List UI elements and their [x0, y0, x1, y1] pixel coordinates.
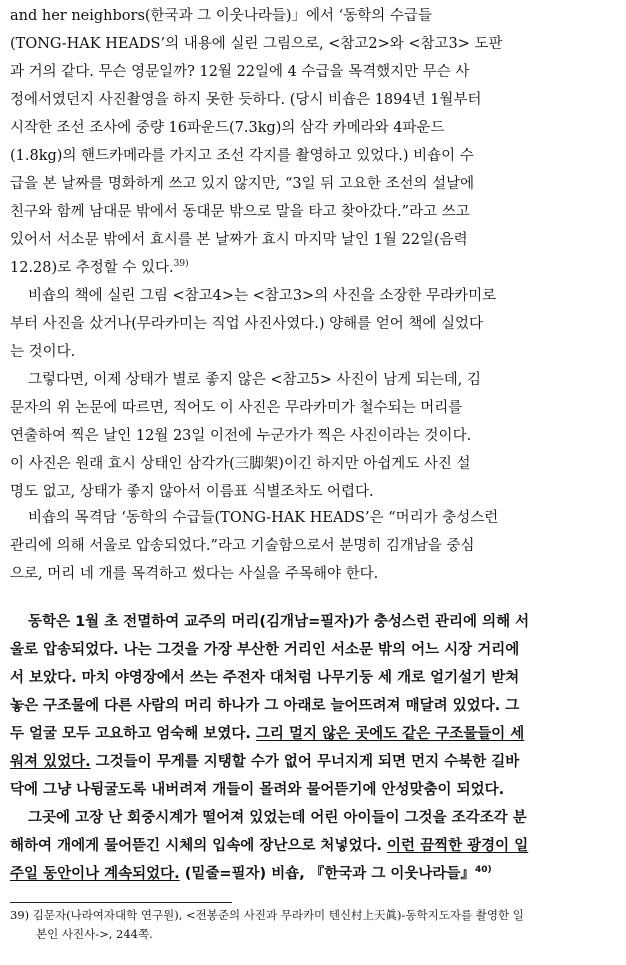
footnote-ref-39[interactable]: 39): [173, 259, 189, 270]
text-line: 문자의 위 논문에 따르면, 적어도 이 사진은 무라카미가 철수되는 머리를: [10, 400, 463, 416]
paragraph-2: [10, 282, 616, 366]
text-line: 시작한 조선 조사에 중량 16파운드(7.3kg)의 삼각 카메라와 4파운드: [10, 120, 445, 136]
text-line-end: 12.28)로 추정할 수 있다.: [10, 260, 174, 276]
text-line: 연출하여 찍은 날인 12월 23일 이전에 누군가가 찍은 사진이라는 것이다.: [10, 428, 472, 444]
text-line: 그렇다면, 이제 상태가 별로 좋지 않은 <참고5> 사진이 남게 되는데, 김: [28, 372, 482, 388]
footnote-39: [10, 906, 616, 944]
text-line: 이 사진은 원래 효시 상태인 삼각가(三脚架)이긴 하지만 아쉽게도 사진 설: [10, 456, 471, 472]
quote-text: 해하여 개에게 물어뜯긴 시체의 입속에 장난으로 처넣었다.: [10, 838, 388, 854]
footnote-line: 39) 김문자(나라여자대학 연구원), <전봉준의 사진과 무라카미 텐신村上天眞)-동학지도자를 촬영한 일: [10, 908, 524, 922]
text-line: 부터 사진을 샀거나(무라카미는 직업 사진사였다.) 양해를 얻어 책에 실었다: [10, 316, 484, 332]
quote-text: 그것들이 무게를 지탱할 수가 없어 무너지게 되면 먼지 수북한 길바: [90, 754, 520, 770]
text-line: 으로, 머리 네 개를 목격하고 썼다는 사실을 주목해야 한다.: [10, 566, 379, 582]
footnote-line: 본인 사진사->, 244쪽.: [36, 927, 153, 941]
footnote-ref-40[interactable]: 40): [474, 865, 492, 876]
text-line: 비숍의 책에 실린 그림 <참고4>는 <참고3>의 사진을 소장한 무라카미로: [28, 288, 497, 304]
underlined-text: 이런 끔찍한 광경이 일: [387, 838, 529, 854]
block-quote: [10, 608, 616, 888]
paragraph-3: [10, 366, 616, 506]
paragraph-4: [10, 504, 616, 588]
quote-line: [10, 748, 616, 776]
paragraph-1: [10, 2, 616, 282]
text-line: 명도 없고, 상태가 좋지 않아서 이름표 식별조차도 어렵다.: [10, 484, 374, 500]
text-line: 비숍의 목격담 ‘동학의 수급들(TONG-HAK HEADS’은 “머리가 충성스런: [28, 510, 499, 526]
text-line: 과 거의 같다. 무슨 영문일까? 12월 22일에 4 수급을 목격했지만 무슨 사: [10, 64, 470, 80]
quote-line: 닥에 그냥 나뒹굴도록 내버려져 개들이 몰려와 물어뜯기에 안성맞춤이 되었다.: [10, 782, 505, 798]
quote-line: [10, 720, 616, 748]
quote-line: [10, 832, 616, 860]
text-line: (1.8kg)의 핸드카메라를 가지고 조선 각지를 촬영하고 있었다.) 비숍이 수: [10, 148, 474, 164]
quote-text: 두 얼굴 모두 고요하고 엄숙해 보였다.: [10, 726, 256, 742]
underlined-text: 워져 있었다.: [10, 754, 91, 770]
quote-line: [10, 860, 616, 888]
text-line: 는 것이다.: [10, 344, 76, 360]
text-line: 정에서였던지 사진촬영을 하지 못한 듯하다. (당시 비숍은 1894년 1월부터: [10, 92, 482, 108]
quote-line: 서 보았다. 마치 야영장에서 쓰는 주전자 대처럼 나무기둥 세 개로 얼기설기 받쳐: [10, 670, 520, 686]
footnote-divider: [10, 902, 232, 903]
quote-line: 동학은 1월 초 전멸하여 교주의 머리(김개남=필자)가 충성스런 관리에 의해 서: [28, 614, 530, 630]
text-line: 친구와 함께 남대문 밖에서 동대문 밖으로 말을 타고 찾아갔다.”라고 쓰고: [10, 204, 470, 220]
quote-line: 놓은 구조물에 다른 사람의 머리 하나가 그 아래로 늘어뜨려져 매달려 있었다. 그: [10, 698, 520, 714]
text-line: [10, 254, 616, 282]
underlined-text: 주일 동안이나 계속되었다.: [10, 866, 180, 882]
quote-line: 그곳에 고장 난 회중시계가 떨어져 있었는데 어린 아이들이 그것을 조각조각 분: [28, 810, 527, 826]
text-line: 있어서 서소문 밖에서 효시를 본 날짜가 효시 마지막 날인 1월 22일(음력: [10, 232, 468, 248]
text-line: (TONG-HAK HEADS’의 내용에 실린 그림으로, <참고2>와 <참고3> 도판: [10, 36, 503, 52]
quote-text: (밑줄=필자) 비숍, 『한국과 그 이웃나라들』: [179, 866, 475, 882]
text-line: 관리에 의해 서울로 압송되었다.”라고 기술함으로서 분명히 김개남을 중심: [10, 538, 475, 554]
quote-line: 울로 압송되었다. 나는 그것을 가장 부산한 거리인 서소문 밖의 어느 시장 거리에: [10, 642, 520, 658]
underlined-text: 그리 멀지 않은 곳에도 같은 구조물들이 세: [255, 726, 525, 742]
text-line: 급을 본 날짜를 명화하게 쓰고 있지 않지만, “3일 뒤 고요한 조선의 설날에: [10, 176, 475, 192]
text-line: and her neighbors(한국과 그 이웃나라들)」에서 ‘동학의 수급들: [10, 8, 432, 24]
